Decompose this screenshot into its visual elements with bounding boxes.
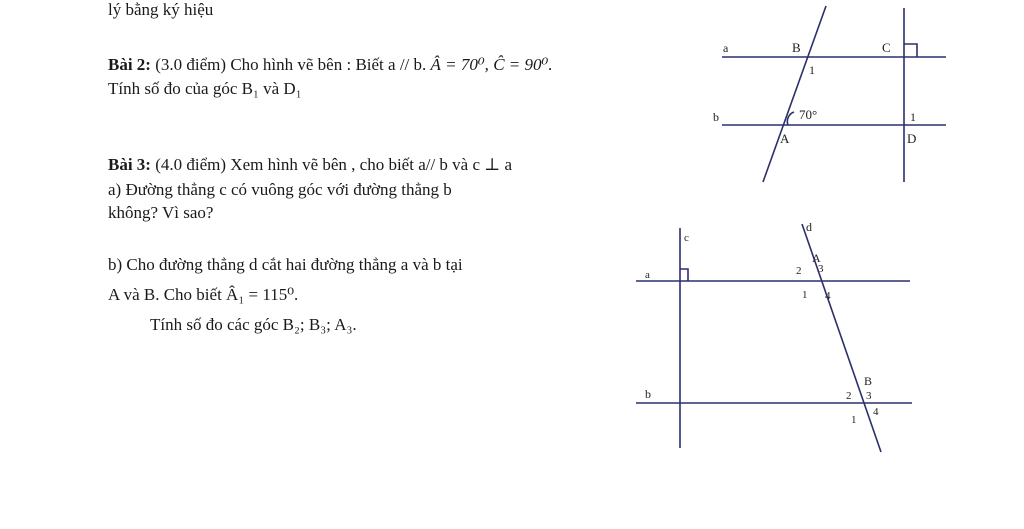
- fig2-label-B1: 1: [851, 414, 857, 426]
- fig2-label-A: A: [812, 251, 821, 265]
- exercise-3-part-b-line2: A và B. Cho biết Â₁ = 115⁰.: [108, 285, 299, 304]
- fig2-label-b: b: [645, 387, 651, 401]
- fig2-label-B: B: [864, 374, 873, 388]
- fig2-label-B2: 2: [846, 390, 852, 402]
- fig2-label-A2: 2: [796, 265, 802, 277]
- exercise-3-text: (4.0 điểm) Xem hình vẽ bên , cho biết a// b và c ⊥ a: [155, 155, 513, 174]
- fig2-label-A1: 1: [802, 289, 808, 301]
- figure-2: [636, 224, 912, 452]
- angle-c-value: Ĉ = 90⁰.: [493, 55, 553, 74]
- fig1-label-B: B: [792, 40, 801, 55]
- fig1-label-A: A: [780, 131, 790, 146]
- exercise-3-part-a-line2: không? Vì sao?: [108, 203, 214, 222]
- fig1-label-1-right: 1: [910, 110, 916, 124]
- fig1-label-b: b: [713, 110, 719, 124]
- exercise-3-part-b-line1: b) Cho đường thẳng d cắt hai đường thẳng a và b tại: [108, 255, 463, 274]
- fig1-transversal-ab: [763, 6, 826, 182]
- exercise-2-question: Tính số đo của góc B₁ và D₁: [108, 79, 302, 98]
- top-partial-text: lý bằng ký hiệu: [108, 0, 214, 19]
- fig2-label-A4: 4: [825, 290, 831, 302]
- fig1-right-angle-mark: [904, 44, 917, 57]
- exercise-2-points: (3.0 điểm): [155, 55, 227, 74]
- fig2-right-angle-mark: [680, 269, 688, 281]
- figure-1: [722, 6, 946, 182]
- fig1-label-70: 70°: [799, 107, 818, 122]
- exercise-3-part-b-line3: Tính số đo các góc B₂; B₃; A₃.: [150, 315, 357, 334]
- fig1-angle-70-arc: [787, 112, 794, 125]
- angle-a-value: Â = 70⁰,: [430, 55, 489, 74]
- fig2-label-d: d: [806, 220, 812, 234]
- fig1-label-C: C: [882, 40, 891, 55]
- fig2-label-B4: 4: [873, 406, 879, 418]
- fig2-label-c: c: [684, 232, 689, 244]
- exercise-2-label: Bài 2:: [108, 55, 151, 74]
- fig2-label-B3: 3: [866, 390, 872, 402]
- exercise-3-label: Bài 3:: [108, 155, 151, 174]
- fig1-label-D: D: [907, 131, 917, 146]
- fig1-label-a: a: [723, 41, 729, 55]
- exercise-3-part-a-line1: a) Đường thẳng c có vuông góc với đường thẳng b: [108, 180, 452, 199]
- fig1-label-1-top: 1: [809, 63, 815, 77]
- fig2-label-A3: 3: [818, 263, 824, 275]
- fig2-label-a: a: [645, 269, 650, 281]
- exercise-2-text: Cho hình vẽ bên : Biết a // b.: [230, 55, 427, 74]
